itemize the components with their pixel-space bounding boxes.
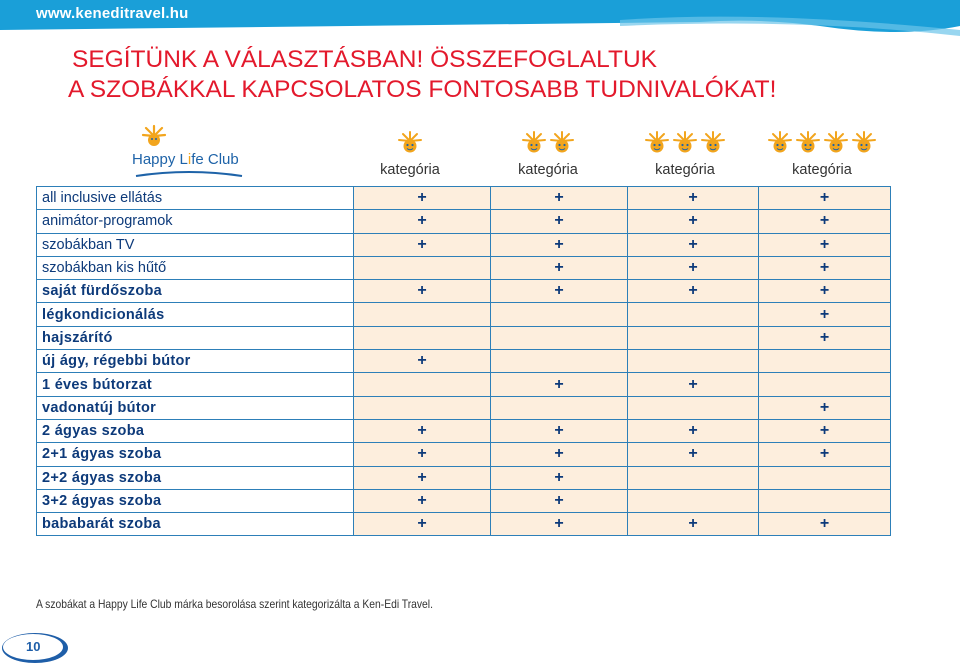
availability-cell: +	[628, 233, 759, 256]
feature-label: szobákban TV	[37, 233, 354, 256]
availability-cell: +	[491, 210, 628, 233]
table-row	[37, 373, 891, 396]
table-row	[37, 187, 891, 210]
category-header-1	[345, 130, 475, 178]
page-number: 10	[26, 639, 41, 654]
logo-text-part: Happy L	[132, 151, 188, 168]
table-row	[37, 513, 891, 536]
footnote: A szobákat a Happy Life Club márka besorolása szerint kategorizálta a Ken-Edi Travel.	[36, 597, 433, 611]
category-header-3	[620, 130, 750, 178]
availability-cell: +	[628, 419, 759, 442]
availability-cell	[759, 373, 891, 396]
availability-cell	[628, 350, 759, 373]
availability-cell: +	[628, 280, 759, 303]
availability-cell: +	[628, 513, 759, 536]
feature-label: 2+2 ágyas szoba	[37, 466, 354, 489]
category-label: kategória	[380, 162, 440, 178]
availability-cell: +	[354, 350, 491, 373]
table-row	[37, 210, 891, 233]
availability-cell	[354, 256, 491, 279]
page-title	[68, 45, 777, 105]
table-row	[37, 489, 891, 512]
logo-text	[132, 151, 239, 168]
availability-cell: +	[354, 466, 491, 489]
feature-label: légkondicionálás	[37, 303, 354, 326]
table-row	[37, 233, 891, 256]
sun-icon	[672, 130, 698, 156]
availability-cell: +	[759, 187, 891, 210]
table-row	[37, 326, 891, 349]
category-label: kategória	[792, 162, 852, 178]
sun-icon	[521, 130, 547, 156]
availability-cell: +	[354, 210, 491, 233]
availability-cell: +	[354, 489, 491, 512]
category-rating	[620, 130, 750, 158]
table-row	[37, 256, 891, 279]
feature-label: 3+2 ágyas szoba	[37, 489, 354, 512]
availability-cell: +	[491, 280, 628, 303]
table-row	[37, 280, 891, 303]
sun-icon	[700, 130, 726, 156]
site-url[interactable]: www.keneditravel.hu	[36, 5, 189, 22]
availability-cell	[354, 303, 491, 326]
availability-cell: +	[491, 373, 628, 396]
feature-label: 1 éves bútorzat	[37, 373, 354, 396]
headline-line-1: SEGÍTÜNK A VÁLASZTÁSBAN! ÖSSZEFOGLALTUK	[72, 46, 657, 73]
availability-cell: +	[759, 210, 891, 233]
table-row	[37, 466, 891, 489]
category-label: kategória	[518, 162, 578, 178]
headline-line-2: A SZOBÁKKAL KAPCSOLATOS FONTOSABB TUDNIVALÓKAT!	[68, 76, 777, 103]
feature-label: 2+1 ágyas szoba	[37, 443, 354, 466]
availability-cell: +	[354, 187, 491, 210]
sun-icon	[823, 130, 849, 156]
category-label: kategória	[655, 162, 715, 178]
table-row	[37, 443, 891, 466]
availability-cell: +	[628, 443, 759, 466]
table-row	[37, 419, 891, 442]
sun-icon	[549, 130, 575, 156]
sun-icon	[795, 130, 821, 156]
availability-cell: +	[491, 256, 628, 279]
availability-cell: +	[354, 443, 491, 466]
feature-label: hajszárító	[37, 326, 354, 349]
availability-cell: +	[759, 513, 891, 536]
availability-cell: +	[491, 513, 628, 536]
availability-cell	[759, 350, 891, 373]
table-row	[37, 350, 891, 373]
happy-life-club-logo	[128, 124, 248, 180]
table-row	[37, 303, 891, 326]
availability-cell: +	[759, 326, 891, 349]
availability-cell: +	[759, 233, 891, 256]
feature-label: vadonatúj bútor	[37, 396, 354, 419]
availability-cell: +	[491, 233, 628, 256]
room-features-table	[36, 186, 891, 536]
availability-cell: +	[628, 256, 759, 279]
logo-text-i: i	[187, 151, 192, 168]
availability-cell	[628, 396, 759, 419]
sun-icon	[397, 130, 423, 156]
availability-cell	[491, 303, 628, 326]
availability-cell: +	[491, 443, 628, 466]
availability-cell: +	[491, 466, 628, 489]
availability-cell: +	[354, 419, 491, 442]
feature-label: animátor-programok	[37, 210, 354, 233]
availability-cell: +	[759, 280, 891, 303]
table-body	[37, 187, 891, 536]
category-header-4	[757, 130, 887, 178]
sun-icon	[644, 130, 670, 156]
availability-cell: +	[491, 489, 628, 512]
availability-cell	[354, 396, 491, 419]
availability-cell	[354, 373, 491, 396]
availability-cell: +	[628, 373, 759, 396]
sun-icon	[767, 130, 793, 156]
feature-label: all inclusive ellátás	[37, 187, 354, 210]
category-rating	[757, 130, 887, 158]
category-rating	[345, 130, 475, 158]
category-rating	[483, 130, 613, 158]
availability-cell	[628, 303, 759, 326]
availability-cell: +	[491, 187, 628, 210]
availability-cell	[759, 466, 891, 489]
availability-cell	[628, 466, 759, 489]
availability-cell	[491, 326, 628, 349]
availability-cell: +	[354, 513, 491, 536]
feature-label: 2 ágyas szoba	[37, 419, 354, 442]
availability-cell	[354, 326, 491, 349]
feature-label: szobákban kis hűtő	[37, 256, 354, 279]
availability-cell	[759, 489, 891, 512]
feature-label: saját fürdőszoba	[37, 280, 354, 303]
availability-cell: +	[628, 187, 759, 210]
availability-cell: +	[759, 443, 891, 466]
table-row	[37, 396, 891, 419]
availability-cell	[628, 326, 759, 349]
availability-cell: +	[628, 210, 759, 233]
logo-text-part: fe Club	[191, 151, 239, 168]
feature-label: új ágy, régebbi bútor	[37, 350, 354, 373]
availability-cell: +	[759, 303, 891, 326]
sun-icon	[134, 124, 174, 154]
availability-cell	[628, 489, 759, 512]
availability-cell: +	[759, 396, 891, 419]
logo-swoosh	[134, 170, 244, 180]
availability-cell: +	[354, 233, 491, 256]
availability-cell: +	[759, 419, 891, 442]
availability-cell	[491, 396, 628, 419]
category-header-2	[483, 130, 613, 178]
availability-cell: +	[354, 280, 491, 303]
feature-label: bababarát szoba	[37, 513, 354, 536]
availability-cell	[491, 350, 628, 373]
sun-icon	[851, 130, 877, 156]
availability-cell: +	[491, 419, 628, 442]
availability-cell: +	[759, 256, 891, 279]
